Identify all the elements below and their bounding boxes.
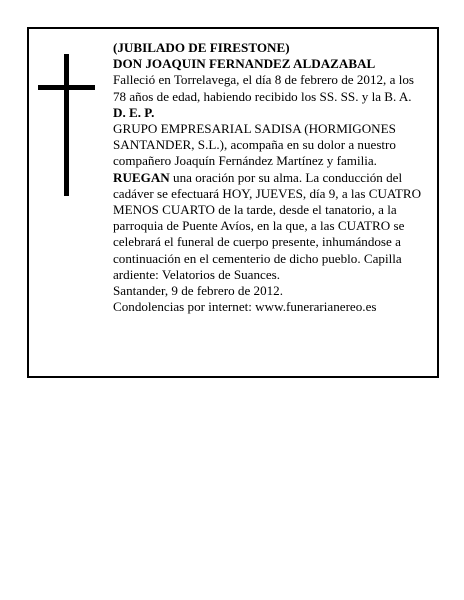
place-date: Santander, 9 de febrero de 2012.: [113, 283, 283, 299]
cross-vertical-bar: [64, 54, 69, 196]
employer-line: (JUBILADO DE FIRESTONE): [113, 40, 290, 55]
death-details: Falleció en Torrelavega, el día 8 de febrero de 2012, a los 78 años de edad, habiendo recibido los SS. SS. y la B. A.: [113, 72, 414, 104]
online-condolences: Condolencias por internet: www.funerarianereo.es: [113, 299, 377, 315]
ruegan-word: RUEGAN: [113, 169, 170, 185]
rip-line: D. E. P.: [113, 104, 155, 120]
deceased-name: DON JOAQUIN FERNANDEZ ALDAZABAL: [113, 56, 376, 72]
ceremony-details: una oración por su alma. La conducción del cadáver se efectuará HOY, JUEVES, día 9, a las CUATRO MENOS CUARTO de la tarde, desde el tanatorio, a la parroquia de Puente Avíos, en la que, a las CUATRO se celebrará el funeral de cuerpo presente, inhumándose a continuación en el cementerio de dicho pueblo. Capilla ardiente: Velatorios de Suances.: [113, 169, 422, 282]
company-condolence: GRUPO EMPRESARIAL SADISA (HORMIGONES SANTANDER, S.L.), acompaña en su dolor a nuestro compañero Joaquín Fernández Martínez y familia.: [113, 121, 396, 169]
ceremony-paragraph: [113, 170, 425, 283]
obituary-text: [113, 40, 425, 315]
cross-horizontal-bar: [38, 85, 95, 90]
